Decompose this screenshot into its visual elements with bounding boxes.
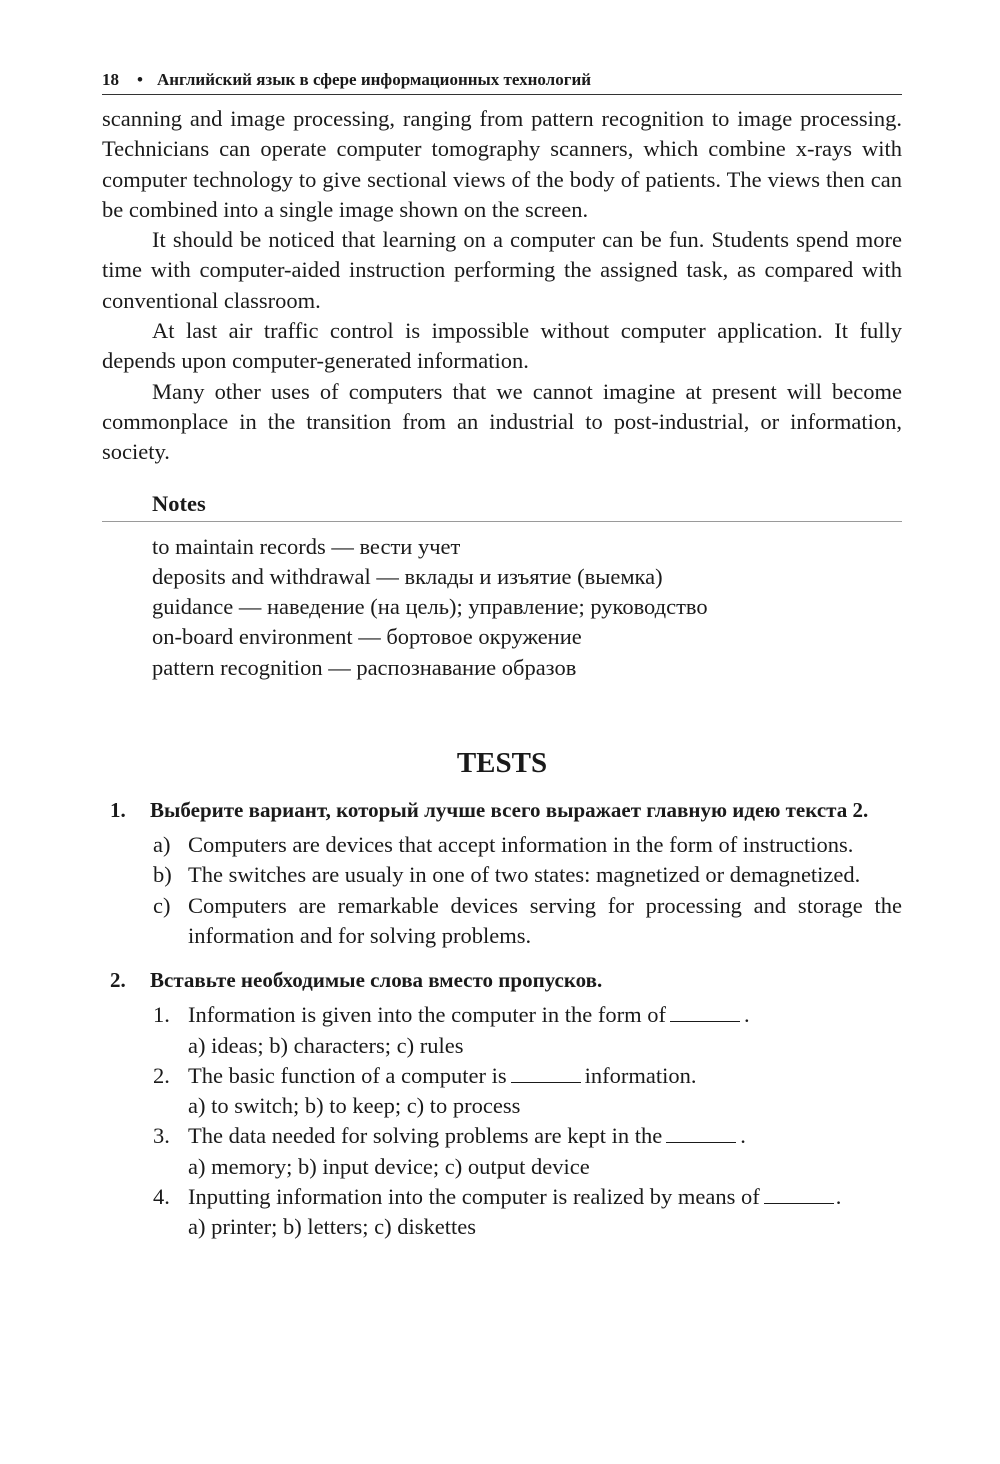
item-number: 3. — [153, 1123, 170, 1149]
item-number: 4. — [153, 1184, 170, 1210]
book-title: Английский язык в сфере информационных технологий — [156, 70, 592, 89]
fill-in-item — [102, 1182, 902, 1243]
option-label: a) — [153, 832, 171, 858]
paragraph: At last air traffic control is impossible without computer application. It fully depends upon computer-generated information. — [102, 318, 902, 374]
fill-in-item — [102, 1000, 902, 1061]
item-sentence — [188, 1121, 902, 1151]
item-choices: a) ideas; b) characters; c) rules — [188, 1032, 464, 1058]
note-item: deposits and withdrawal — вклады и изъятие (выемка) — [152, 563, 663, 589]
notes-list — [102, 532, 902, 683]
sentence-end: . — [744, 1002, 750, 1028]
answer-option — [102, 860, 902, 890]
note-item: to maintain records — вести учет — [152, 533, 461, 559]
tests-title: TESTS — [456, 747, 548, 780]
option-label: b) — [153, 862, 172, 888]
option-text: The switches are usualy in one of two states: magnetized or demagnetized. — [188, 862, 861, 888]
item-sentence — [188, 1061, 902, 1091]
fill-in-item — [102, 1121, 902, 1182]
task-instruction-text: Выберите вариант, который лучше всего выражает главную идею текста 2. — [150, 798, 869, 823]
item-choices: a) to switch; b) to keep; c) to process — [188, 1093, 521, 1119]
item-choices: a) memory; b) input device; c) output device — [188, 1153, 590, 1179]
notes-heading: Notes — [102, 489, 902, 522]
sentence-end: . — [835, 1184, 842, 1210]
answer-options — [102, 830, 902, 951]
option-label: c) — [153, 892, 171, 918]
task-instruction-text: Вставьте необходимые слова вместо пропусков. — [150, 968, 603, 993]
test-task-1 — [102, 795, 902, 951]
sentence-start: The basic function of a computer is — [188, 1062, 507, 1088]
answer-blank — [511, 1066, 581, 1083]
fill-in-item — [102, 1061, 902, 1122]
paragraph: scanning and image processing, ranging from pattern recognition to image processing. Technicians can operate computer tomography scanners, which combine x-rays with computer technology to give sectional views of the body of patients. The views then can be combined into a single image shown on the screen. — [102, 106, 902, 222]
option-text: Computers are remarkable devices serving for processing and storage the information and for solving problems. — [188, 892, 902, 948]
answer-blank — [670, 1005, 740, 1022]
task-instruction — [102, 965, 902, 995]
answer-blank — [666, 1126, 736, 1143]
item-number: 1. — [153, 1002, 170, 1028]
main-text — [102, 104, 902, 468]
answer-option — [102, 891, 902, 952]
paragraph: It should be noticed that learning on a computer can be fun. Students spend more time with computer-aided instruction performing the assigned task, as compared with conventional classroom. — [102, 227, 902, 313]
answer-option — [102, 830, 902, 860]
item-choices: a) printer; b) letters; c) diskettes — [188, 1214, 477, 1240]
item-sentence — [188, 1182, 902, 1212]
sentence-start: Inputting information into the computer is realized by means of — [188, 1184, 760, 1210]
book-page — [102, 70, 902, 1243]
item-sentence — [188, 1000, 902, 1030]
sentence-start: The data needed for solving problems are kept in the — [188, 1123, 663, 1149]
note-item: on-board environment — бортовое окружение — [152, 624, 582, 650]
fill-in-items — [102, 1000, 902, 1242]
task-instruction — [102, 795, 902, 825]
test-task-2 — [102, 965, 902, 1242]
option-text: Computers are devices that accept information in the form of instructions. — [188, 832, 854, 858]
task-number: 1. — [110, 798, 126, 823]
sentence-start: Information is given into the computer in the form of — [188, 1002, 667, 1028]
note-item: pattern recognition — распознавание образов — [152, 654, 577, 680]
task-number: 2. — [110, 968, 126, 993]
note-item: guidance — наведение (на цель); управление; руководство — [152, 594, 708, 620]
running-header — [102, 70, 902, 95]
answer-blank — [764, 1187, 834, 1204]
header-bullet: • — [137, 70, 143, 89]
page-number: 18 — [102, 70, 119, 89]
paragraph: Many other uses of computers that we cannot imagine at present will become commonplace in the transition from an industrial to post-industrial, or information, society. — [102, 378, 902, 465]
item-number: 2. — [153, 1062, 170, 1088]
sentence-end: information. — [584, 1062, 697, 1088]
sentence-end: . — [740, 1123, 746, 1149]
